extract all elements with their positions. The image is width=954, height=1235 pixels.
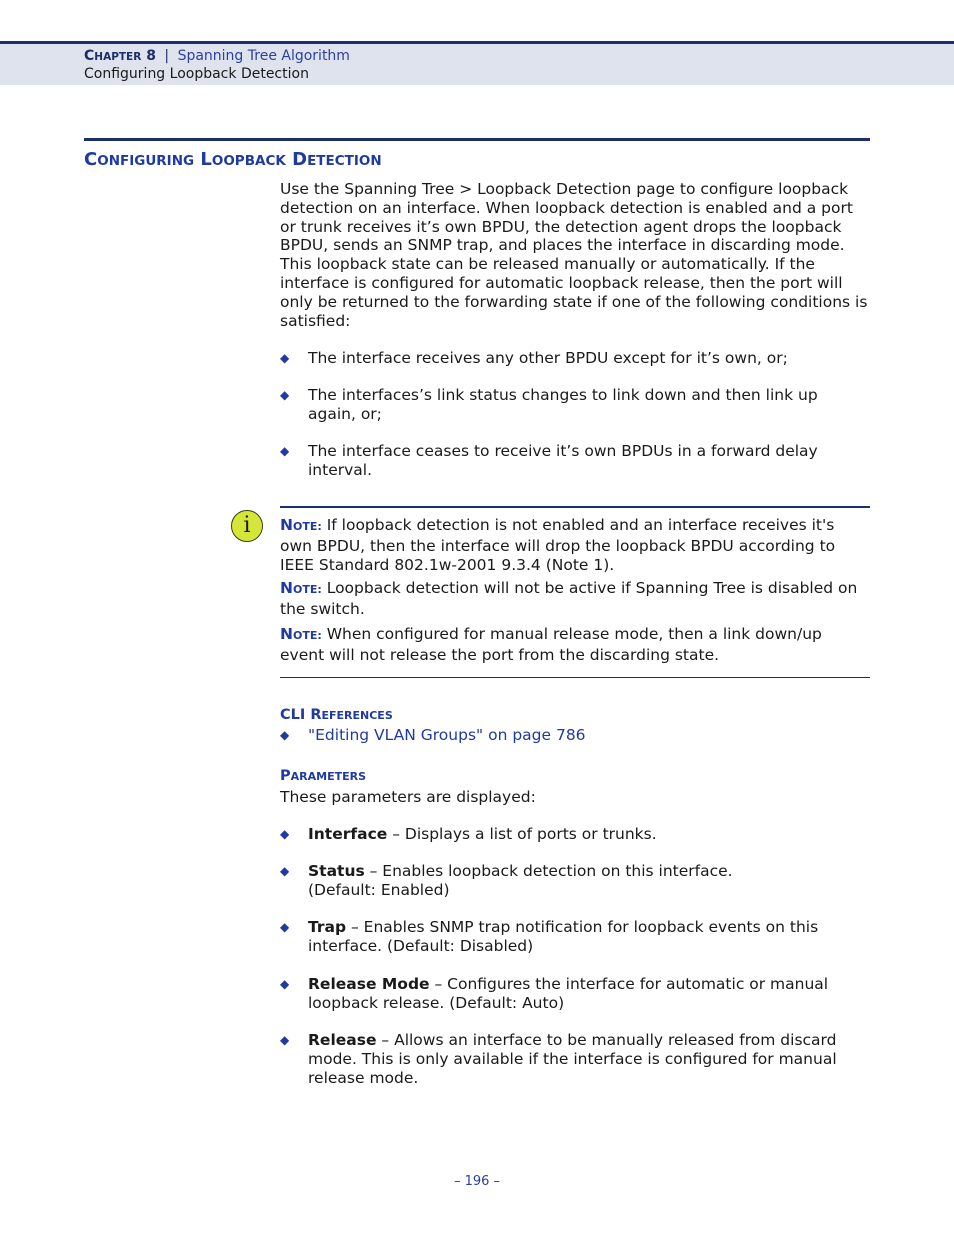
- note-text: Loopback detection will not be active if Spanning Tree is disabled on the switch.: [280, 579, 858, 618]
- note-label: NOTE:: [280, 579, 322, 597]
- note-text: If loopback detection is not enabled and an interface receives it's own BPDU, then the interface will drop the loopback BPDU according to IEEE Standard 802.1w-2001 9.3.4 (Note 1).: [280, 516, 836, 574]
- condition-text: The interface receives any other BPDU except for it’s own, or;: [308, 349, 788, 367]
- condition-text: The interfaces’s link status changes to link down and then link up again, or;: [308, 386, 818, 423]
- note-label: NOTE:: [280, 516, 322, 534]
- condition-text: The interface ceases to receive it’s own BPDUs in a forward delay interval.: [308, 442, 818, 479]
- page-title: CONFIGURING LOOPBACK DETECTION: [84, 149, 382, 170]
- info-icon: i: [231, 510, 263, 542]
- bullet-icon: ◆: [280, 920, 290, 934]
- cli-references-heading: CLI REFERENCES: [280, 707, 393, 723]
- parameters-heading: PARAMETERS: [280, 768, 367, 784]
- section-rule: [84, 138, 870, 141]
- intro-paragraph: Use the Spanning Tree > Loopback Detection page to configure loopback detection on an interface. When loopback detection is enabled and a port or trunk receives it’s own BPDU, the detection agent drops the loopback BPDU, sends an SNMP trap, and places the interface in discarding mode. This loopback state can be released manually or automatically. If the interface is configured for automatic loopback release, then the port will only be returned to the forwarding state if one of the following conditions is satisfied:: [280, 180, 868, 330]
- parameter-desc: – Enables SNMP trap notification for loopback events on this interface. (Default: Disabled): [308, 918, 819, 955]
- parameter-desc: – Displays a list of ports or trunks.: [387, 825, 657, 843]
- header-separator: |: [164, 48, 170, 64]
- parameter-desc: – Configures the interface for automatic or manual loopback release. (Default: Auto): [308, 975, 829, 1012]
- parameter-desc: – Allows an interface to be manually released from discard mode. This is only available if the interface is configured for manual release mode.: [308, 1031, 837, 1087]
- header-section-name: Configuring Loopback Detection: [84, 66, 309, 82]
- bullet-icon: ◆: [280, 388, 290, 402]
- note-paragraph: [280, 625, 870, 665]
- bullet-icon: ◆: [280, 864, 290, 878]
- bullet-icon: ◆: [280, 444, 290, 458]
- parameter-name: Interface: [308, 825, 388, 843]
- note-paragraph: [280, 516, 870, 574]
- note-text: When configured for manual release mode, then a link down/up event will not release the port from the discarding state.: [280, 625, 822, 664]
- chapter-title: Spanning Tree Algorithm: [177, 48, 350, 64]
- parameter-name: Release: [308, 1031, 377, 1049]
- note-label: NOTE:: [280, 625, 322, 643]
- bullet-icon: ◆: [280, 1033, 290, 1047]
- parameters-intro: These parameters are displayed:: [280, 788, 536, 806]
- bullet-icon: ◆: [280, 827, 290, 841]
- parameter-name: Trap: [308, 918, 347, 936]
- parameter-desc: – Enables loopback detection on this interface. (Default: Enabled): [308, 862, 733, 899]
- header-chapter-line: [84, 48, 350, 64]
- running-header: [0, 41, 954, 85]
- bullet-icon: ◆: [280, 351, 290, 365]
- parameter-name: Status: [308, 862, 365, 880]
- parameter-name: Release Mode: [308, 975, 430, 993]
- note-rule-bottom: [280, 677, 870, 678]
- bullet-icon: ◆: [280, 728, 290, 742]
- note-paragraph: [280, 579, 870, 619]
- page-number: – 196 –: [453, 1174, 501, 1189]
- chapter-label: CHAPTER 8: [84, 48, 156, 64]
- cli-reference-link[interactable]: "Editing VLAN Groups" on page 786: [308, 726, 586, 744]
- note-rule-top: [280, 506, 870, 508]
- bullet-icon: ◆: [280, 977, 290, 991]
